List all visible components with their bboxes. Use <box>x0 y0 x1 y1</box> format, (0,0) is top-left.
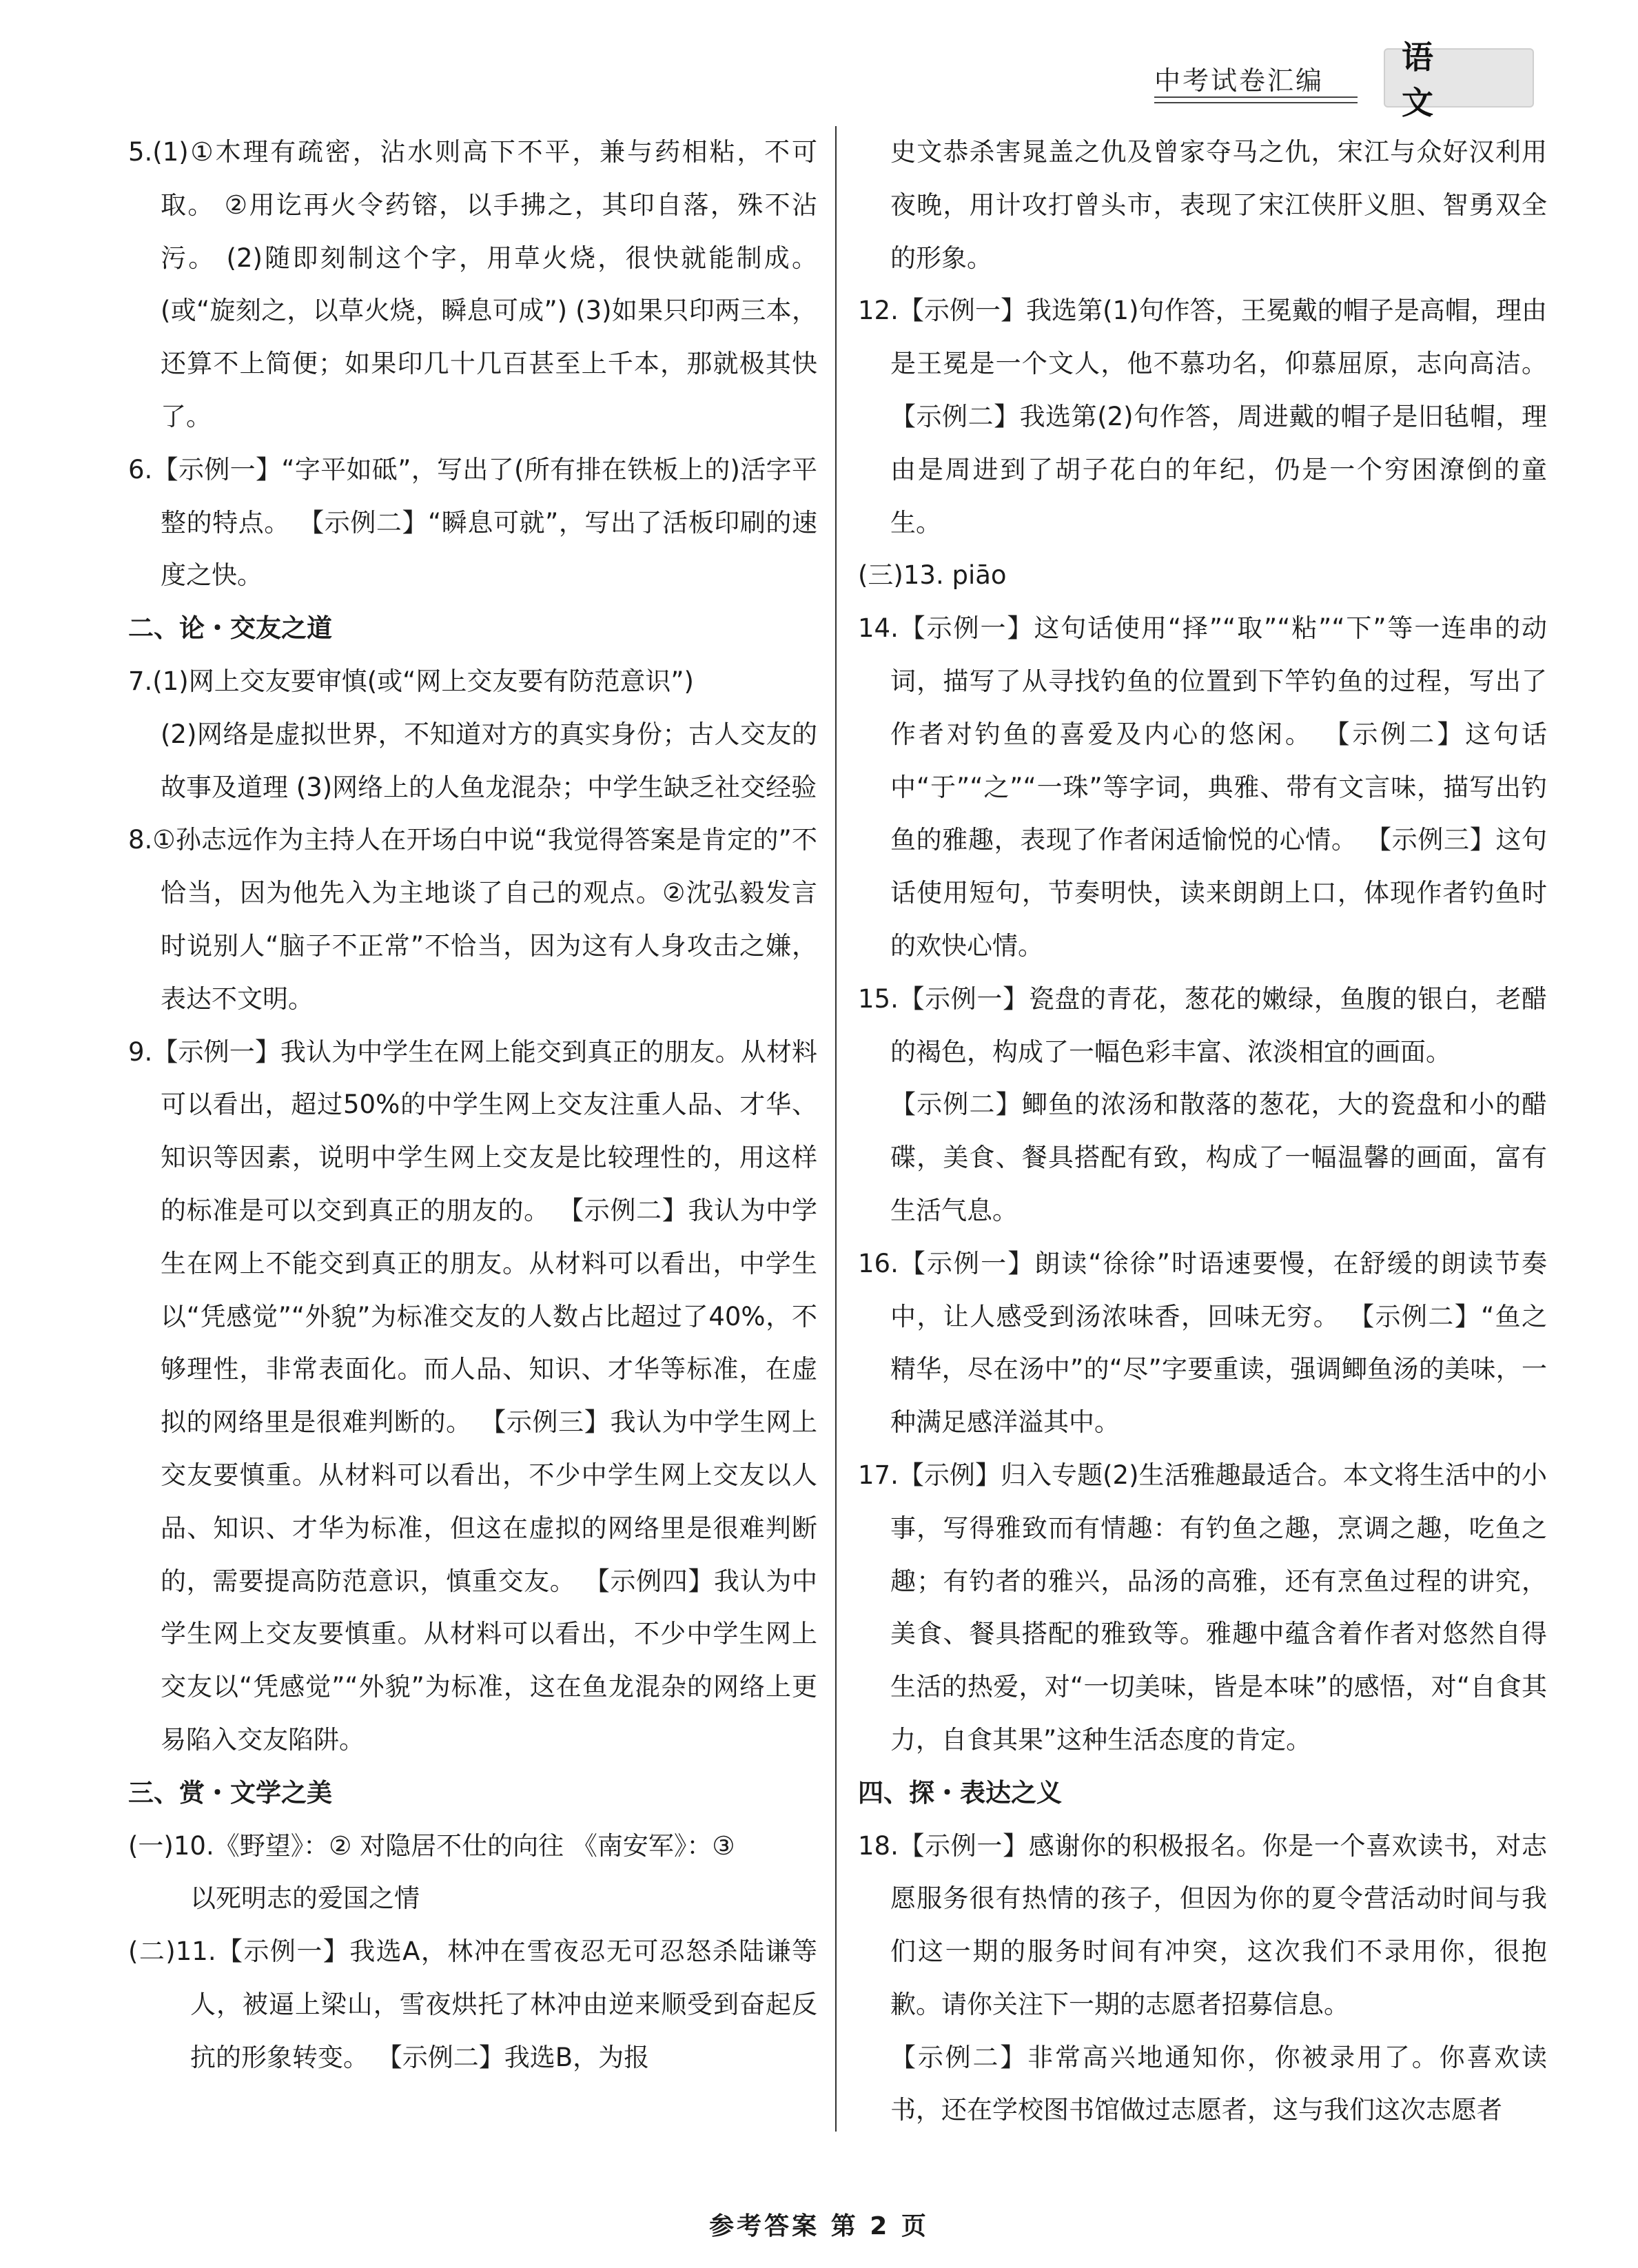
answer-12: 12.【示例一】我选第(1)句作答，王冕戴的帽子是高帽，理由是王冕是一个文人，他不慕功名，仰慕屈原，志向高洁。 【示例二】我选第(2)句作答，周进戴的帽子是旧毡帽，理由是周进到了胡子花白的年纪，仍是一个穷困潦倒的童生。 <box>858 296 1547 538</box>
answer-6: 6.【示例一】“字平如砥”，写出了(所有排在铁板上的)活字平整的特点。 【示例二】“瞬息可就”，写出了活板印刷的速度之快。 <box>128 454 817 591</box>
section-heading-2: 二、论・交友之道 <box>128 613 332 644</box>
answer-15-part2: 【示例二】鲫鱼的浓汤和散落的葱花，大的瓷盘和小的醋碟，美食、餐具搭配有致，构成了一幅温馨的画面，富有生活气息。 <box>890 1090 1547 1225</box>
left-column <box>128 126 817 2084</box>
answer-10-line2: 以死明志的爱国之情 <box>190 1883 420 1914</box>
answer-7-part2: (2)网络是虚拟世界，不知道对方的真实身份；古人交友的故事及道理 (3)网络上的人鱼龙混杂；中学生缺乏社交经验 <box>161 719 817 802</box>
answer-14: 14.【示例一】这句话使用“择”“取”“粘”“下”等一连串的动词，描写了从寻找钓鱼的位置到下竿钓鱼的过程，写出了作者对钓鱼的喜爱及内心的悠闲。 【示例二】这句话中“于”“之”“一珠”等字词，典雅、带有文言味，描写出钓鱼的雅趣，表现了作者闲适愉悦的心情。 【示例三】这句话使用短句，节奏明快，读来朗朗上口，体现作者钓鱼时的欢快心情。 <box>858 613 1547 961</box>
answer-7-part1: 7.(1)网上交友要审慎(或“网上交友要有防范意识”) <box>128 666 694 696</box>
answer-11: (二)11.【示例一】我选A，林冲在雪夜忍无可忍怒杀陆谦等人，被逼上梁山，雪夜烘托了林冲由逆来顺受到奋起反抗的形象转变。 【示例二】我选B，为报 <box>128 1937 817 2072</box>
section-heading-3: 三、赏・文学之美 <box>128 1777 332 1808</box>
subject-badge: 语 文 <box>1384 48 1534 108</box>
header-rule <box>1154 96 1358 98</box>
answer-8: 8.①孙志远作为主持人在开场白中说“我觉得答案是肯定的”不恰当，因为他先入为主地谈了自己的观点。②沈弘毅发言时说别人“脑子不正常”不恰当，因为这有人身攻击之嫌，表达不文明。 <box>128 825 817 1014</box>
answer-13: (三)13. piāo <box>858 560 1007 591</box>
answer-5: 5.(1)①木理有疏密，沾水则高下不平，兼与药相粘，不可取。 ②用讫再火令药镕，以手拂之，其印自落，殊不沾污。 (2)随即刻制这个字，用草火烧，很快就能制成。(或“旋刻之，以草火烧，瞬息可成”) (3)如果只印两三本，还算不上简便；如果印几十几百甚至上千本，那就极其快了。 <box>128 137 817 431</box>
book-title: 中考试卷汇编 <box>1154 65 1324 96</box>
answer-18-part1: 18.【示例一】感谢你的积极报名。你是一个喜欢读书，对志愿服务很有热情的孩子，但因为你的夏令营活动时间与我们这一期的服务时间有冲突，这次我们不录用你，很抱歉。请你关注下一期的志愿者招募信息。 <box>858 1830 1547 2019</box>
answer-9: 9.【示例一】我认为中学生在网上能交到真正的朋友。从材料可以看出，超过50%的中学生网上交友注重人品、才华、知识等因素，说明中学生网上交友是比较理性的，用这样的标准是可以交到真正的朋友的。 【示例二】我认为中学生在网上不能交到真正的朋友。从材料可以看出，中学生以“凭感觉”“外貌”为标准交友的人数占比超过了40%，不够理性，非常表面化。而人品、知识、才华等标准，在虚拟的网络里是很难判断的。 【示例三】我认为中学生网上交友要慎重。从材料可以看出，不少中学生网上交友以人品、知识、才华为标准，但这在虚拟的网络里是很难判断的，需要提高防范意识，慎重交友。 【示例四】我认为中学生网上交友要慎重。从材料可以看出，不少中学生网上交友以“凭感觉”“外貌”为标准，这在鱼龙混杂的网络上更易陷入交友陷阱。 <box>128 1036 817 1755</box>
answer-18-part2: 【示例二】非常高兴地通知你，你被录用了。你喜欢读书，还在学校图书馆做过志愿者，这与我们这次志愿者 <box>890 2042 1547 2125</box>
column-divider <box>835 126 837 2132</box>
header-rule <box>1154 102 1358 103</box>
answer-10-line1: (一)10.《野望》：② 对隐居不仕的向往 《南安军》：③ <box>128 1830 735 1861</box>
page-footer: 参考答案 第 2 页 <box>709 2212 929 2240</box>
answer-16: 16.【示例一】朗读“徐徐”时语速要慢，在舒缓的朗读节奏中，让人感受到汤浓味香，回味无穷。 【示例二】“鱼之精华，尽在汤中”的“尽”字要重读，强调鲫鱼汤的美味，一种满足感洋溢其中。 <box>858 1248 1547 1438</box>
answer-11-continued: 史文恭杀害晁盖之仇及曾家夺马之仇，宋江与众好汉利用夜晚，用计攻打曾头市，表现了宋江侠肝义胆、智勇双全的形象。 <box>890 137 1547 273</box>
right-column <box>858 126 1547 2137</box>
section-heading-4: 四、探・表达之义 <box>858 1777 1062 1808</box>
answer-15-part1: 15.【示例一】瓷盘的青花，葱花的嫩绿，鱼腹的银白，老醋的褐色，构成了一幅色彩丰富、浓淡相宜的画面。 <box>858 983 1547 1067</box>
answer-17: 17.【示例】归入专题(2)生活雅趣最适合。本文将生活中的小事，写得雅致而有情趣：有钓鱼之趣，烹调之趣，吃鱼之趣；有钓者的雅兴，品汤的高雅，还有烹鱼过程的讲究，美食、餐具搭配的雅致等。雅趣中蕴含着作者对悠然自得生活的热爱，对“一切美味，皆是本味”的感悟，对“自食其力，自食其果”这种生活态度的肯定。 <box>858 1460 1547 1755</box>
